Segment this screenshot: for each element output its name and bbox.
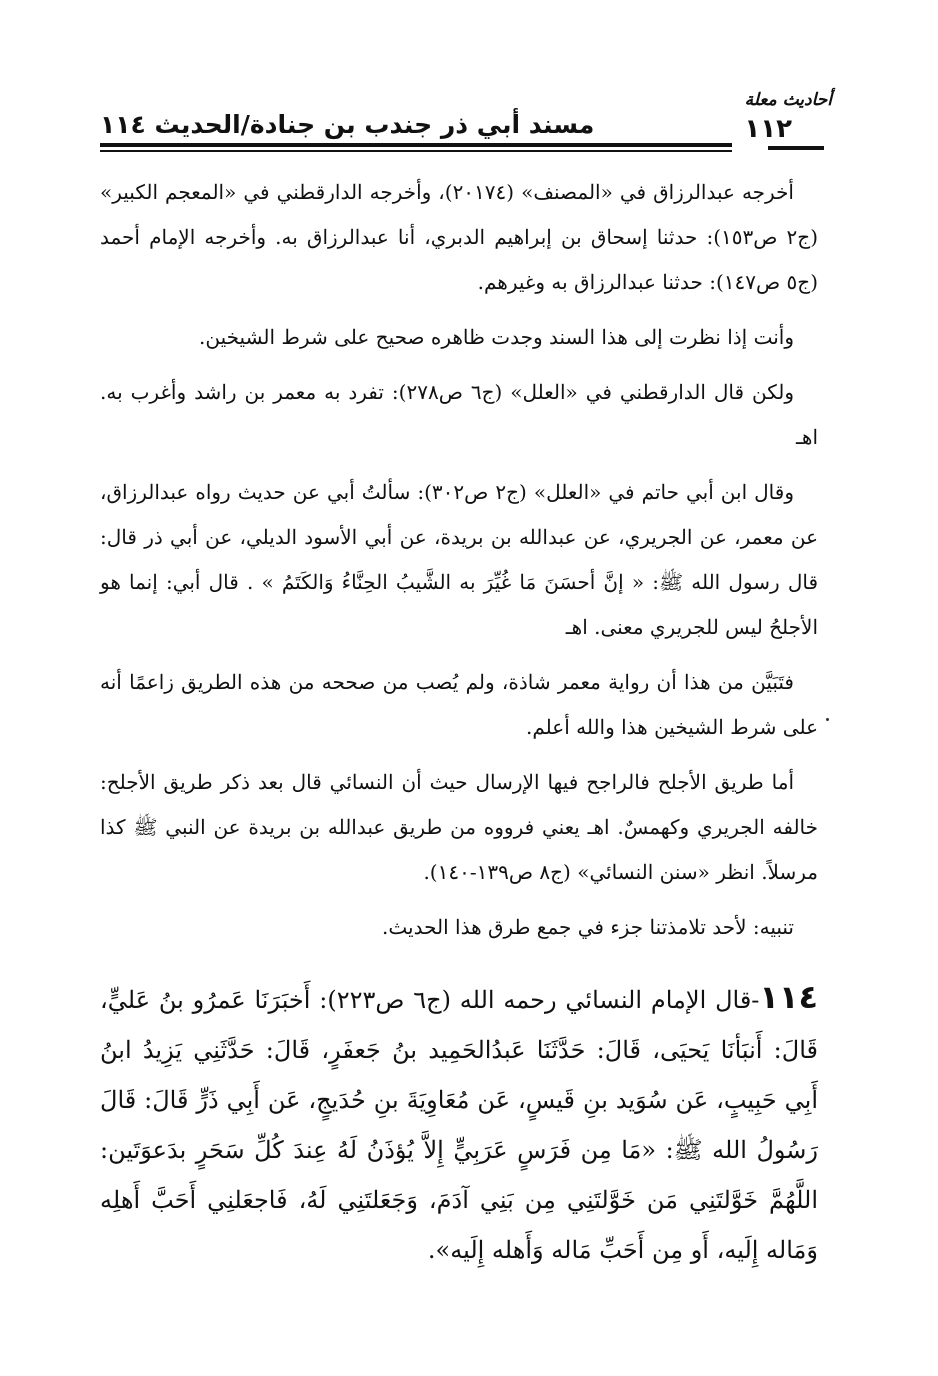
hadith-number: ١١٤: [759, 978, 818, 1016]
hadith-text: -قال الإمام النسائي رحمه الله (ج٦ ص٢٢٣): أَخبَرَنَا عَمرُو بنُ عَليٍّ، قَالَ: أَنبَأنَا يَحيَى، قَالَ: حَدَّثَنَا عَبدُالحَمِيد بنُ جَعفَرٍ، قَالَ: حَدَّثَنِي يَزِيدُ ابنُ أَبِي حَبِيبٍ، عَن سُوَيد بنِ قَيسٍ، عَن مُعَاوِيَةَ بنِ حُدَيجٍ، عَن أَبِي ذَرٍّ قَالَ: قَالَ رَسُولُ الله ﷺ: «مَا مِن فَرَسٍ عَرَبِيٍّ إِلاَّ يُؤذَنُ لَهُ عِندَ كُلِّ سَحَرٍ بدَعوَتَين: اللَّهُمَّ خَوَّلتَنِي مَن خَوَّلتَنِي مِن بَنِي آدَمَ، وَجَعَلتَنِي لَهُ، فَاجعَلنِي أَحَبَّ أَهلِه وَمَاله إِلَيه، أَو مِن أَحَبِّ مَاله وَأَهله إِلَيه».: [100, 986, 818, 1264]
margin-speck: [826, 718, 829, 721]
running-title: مسند أبي ذر جندب بن جنادة/الحديث ١١٤: [100, 110, 595, 139]
book-title: أحاديث معلة: [744, 90, 832, 110]
hadith-114: [100, 972, 818, 1275]
header-rule-thin: [100, 150, 732, 152]
paragraph-isnad-note: وأنت إذا نظرت إلى هذا السند وجدت ظاهره صحيح على شرط الشيخين.: [199, 325, 794, 349]
paragraph-note: تنبيه: لأحد تلامذتنا جزء في جمع طرق هذا الحديث.: [382, 915, 794, 939]
header-rule-thick: [100, 143, 732, 147]
page-body: [100, 170, 818, 1285]
page-number-underline: [768, 146, 824, 150]
paragraph-takhrij: أخرجه عبدالرزاق في «المصنف» (٢٠١٧٤)، وأخرجه الدارقطني في «المعجم الكبير» (ج٢ ص١٥٣): حدثنا إسحاق بن إبراهيم الدبري، أنا عبدالرزاق به. وأخرجه الإمام أحمد (ج٥ ص١٤٧): حدثنا عبدالرزاق به وغيرهم.: [100, 180, 818, 294]
paragraph-ajlah: أما طريق الأجلح فالراجح فيها الإرسال حيث أن النسائي قال بعد ذكر طريق الأجلح: خالفه الجريري وكهمسٌ. اهـ يعني فرووه من طريق عبدالله بن بريدة عن النبي ﷺ كذا مرسلاً. انظر «سنن النسائي» (ج٨ ص١٣٩-١٤٠).: [100, 770, 818, 884]
page-number: ١١٢: [744, 114, 792, 144]
paragraph-conclusion: فتَبَيَّن من هذا أن رواية معمر شاذة، ولم يُصب من صححه من هذه الطريق زاعمًا أنه على شرط الشيخين هذا والله أعلم.: [100, 670, 818, 739]
paragraph-ibn-abi-hatim: وقال ابن أبي حاتم في «العلل» (ج٢ ص٣٠٢): سألتُ أبي عن حديث رواه عبدالرزاق، عن معمر، عن الجريري، عن عبدالله بن بريدة، عن أبي الأسود الديلي، عن أبي ذر قال: قال رسول الله ﷺ: « إنَّ أحسَنَ مَا غُيِّرَ به الشَّيبُ الحِنَّاءُ وَالكَتَمُ » . قال أبي: إنما هو الأجلحُ ليس للجريري معنى. اهـ: [100, 480, 819, 639]
paragraph-daraqutni: ولكن قال الدارقطني في «العلل» (ج٦ ص٢٧٨): تفرد به معمر بن راشد وأغرب به. اهـ: [100, 380, 818, 449]
